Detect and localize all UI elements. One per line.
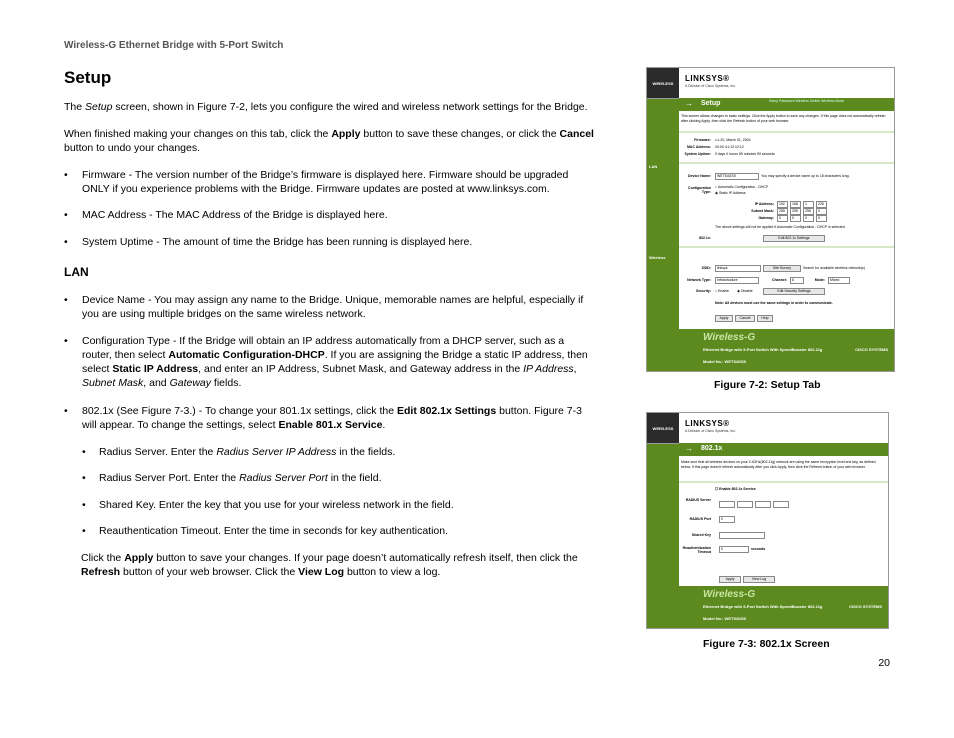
bullet-mac-address: • MAC Address - The MAC Address of the Bridge is displayed here. [64,209,388,221]
cisco-logo: CISCO SYSTEMS [855,347,888,352]
view-log-button[interactable]: View Log [743,576,775,583]
sub-bullet-radius-server: • Radius Server. Enter the Radius Server IP Address in the fields. [82,446,396,458]
bullet-firmware: • Firmware - The version number of the Bridge’s firmware is displayed here. Firmware should be upgraded ONLY if you experience problems with the Bridge. Firmware updates are posted at www.linksys.com. [64,169,569,195]
radius-ip-octet-2[interactable] [737,501,753,508]
figure-7-3-caption: Figure 7-3: 802.1x Screen [703,638,830,650]
apply-button[interactable]: Apply [715,315,733,322]
cisco-logo: CISCO SYSTEMS [849,604,882,609]
sub-bullet-reauth-timeout: • Reauthentication Timeout. Enter the time in seconds for key authentication. [82,525,449,537]
section-band: → Setup Setup Password Wireless Switch Wireless Mode [679,98,894,111]
wireless-brand: WIRELESS [647,68,679,98]
bullet-configuration-type: • Configuration Type - If the Bridge will obtain an IP address automatically from a DHCP server, such as a router, then select Automatic Configuration-DHCP. If you are assigning the Bridge a static IP address, then select Static IP Address, and enter an IP Address, Subnet Mask, and Gateway address in the IP Address, Subnet Mask, and Gateway fields. [64,335,588,389]
help-button[interactable]: Help [757,315,773,322]
8021x-form: Make sure that all wireless devices on your 2.4GHz(802.11g) network are using the same encryption level and key, as defined below. If this page doesn't refresh automatically after you click Apply, then click the Refresh button of your web browser. ☐ Enable 802.1x Service RADIUS Server RADIUS Port 0 Shared Key Reauthentication Timeout 0 seconds Apply View Log [679,457,888,586]
ip-octet-2[interactable]: 168 [790,201,801,208]
site-survey-button[interactable]: Site Survey [763,265,801,272]
gw-octet-3[interactable]: 0 [803,215,814,222]
sub-bullet-radius-port: • Radius Server Port. Enter the Radius Server Port in the field. [82,472,382,484]
product-footer: Wireless-G Ethernet Bridge with 5-Port Switch With SpeedBooster 802.11g Model No.: WET54GS5 CISCO SYSTEMS [679,586,888,628]
figure-8021x-screenshot: WIRELESS LINKSYS® A Division of Cisco Systems, Inc. → 802.1x Make sure that all wireless devices on your 2.4GHz(802.11g) network are using the same encryption level and key, as defined below. If this page doesn't refresh automatically after you click Apply, then click the Refresh button of your web browser. ☐ Enable 802.1x Service RADIUS Server RADIUS Port 0 Shared Key Reauthentication Timeout 0 seconds Apply View Log Wireless-G Ethernet Bridge with 5-Port Switch With SpeedBooster 802.11g Model No.: WET54GS5 CISCO SYSTEMS [646,412,889,629]
radius-ip-octet-4[interactable] [773,501,789,508]
mask-octet-1[interactable]: 255 [777,208,788,215]
wireless-brand: WIRELESS [647,413,679,443]
apply-button[interactable]: Apply [719,576,741,583]
edit-security-button[interactable]: Edit Security Settings [763,288,825,295]
running-header: Wireless-G Ethernet Bridge with 5-Port Switch [64,40,284,51]
gw-octet-1[interactable]: 0 [777,215,788,222]
figure-7-2-caption: Figure 7-2: Setup Tab [714,379,821,391]
mask-octet-3[interactable]: 255 [803,208,814,215]
setup-form: This screen allows changes to basic settings. Click the Apply button to save any changes. If this page does not automatically refresh after clicking Apply, then click the Refresh button of your web browser. Firmware: v.1.20, March 01, 2004 MAC Address: 00:0C:41:12:12:12 System Uptime: 0 days 0 hours 55 minutes 59 seconds Device Name: WET54GS5 You may specify a device name up to 18 characters long. Configuration Type: ○ Automatic Configuration - DHCP ◉ Static IP Address IP Address: 192 168 1 226 Subnet Mask: 255 255 255 0 Gateway: 0 0 0 0 The above settings will not be applied if Automatic Configuration - DHCP is selected. 802.1x: Edit 802.1x Settings SSID: linksys Site Survey Search for available wireless network(s) Network Type: Infrastructure Channel: 6 Mode: Mixed Security: ○ Enable ◉ Disable Edit Security Settings Note: All devices must use the same settings in order to communicate. Apply Cancel Help [679,112,894,329]
product-footer: Wireless-G Ethernet Bridge with 5-Port Switch With SpeedBooster 802.11g Model No.: WET54GS5 CISCO SYSTEMS [679,329,894,371]
figure-setup-screenshot: WIRELESS LINKSYS® A Division of Cisco Systems, Inc. → Setup Setup Password Wireless Switch Wireless Mode LAN Wireless This screen allows changes to basic settings. Click the Apply button to save any changes. If this page does not automatically refresh after clicking Apply, then click the Refresh button of your web browser. Firmware: v.1.20, March 01, 2004 MAC Address: 00:0C:41:12:12:12 System Uptime: 0 days 0 hours 55 minutes 59 seconds Device Name: WET54GS5 You may specify a device name up to 18 characters long. Configuration Type: ○ Automatic Configuration - DHCP ◉ Static IP Address IP Address: 192 168 1 226 Subnet Mask: 255 255 255 0 Gateway: 0 0 0 0 The above settings will not be applied if Automatic Configuration - DHCP is selected. 802.1x: Edit 802.1x Settings SSID: linksys Site Survey Search for available wireless network(s) Network Type: Infrastructure Channel: 6 Mode: Mixed Security: ○ Enable ◉ Disable Edit Security Settings Note: All devices must use the same settings in order to communicate. Apply Cancel Help Wireless-G Ethernet Bridge with 5-Port Switch With SpeedBooster 802.11g Model No.: WET54GS5 CISCO SYSTEMS [646,67,895,372]
channel-select[interactable]: 6 [790,277,804,284]
bullet-system-uptime: • System Uptime - The amount of time the Bridge has been running is displayed here. [64,236,473,248]
mode-select[interactable]: Mixed [828,277,850,284]
cancel-button[interactable]: Cancel [735,315,755,322]
ip-octet-1[interactable]: 192 [777,201,788,208]
arrow-icon: → [685,444,693,453]
intro-paragraph-2: When finished making your changes on this tab, click the Apply button to save these changes, or click the Cancel button to undo your changes. [64,128,594,154]
security-enable-radio[interactable]: ○ Enable [715,289,729,293]
config-static-radio[interactable]: ◉ Static IP Address [715,191,746,195]
linksys-logo: LINKSYS® [685,419,730,428]
lan-heading: LAN [64,265,89,279]
tab-bar[interactable]: Setup Password Wireless Switch Wireless Mode [769,99,845,103]
page-number: 20 [878,657,890,669]
sub-bullet-shared-key: • Shared Key. Enter the key that you use for your wireless network in the field. [82,499,454,511]
ip-octet-3[interactable]: 1 [803,201,814,208]
closing-paragraph: Click the Apply button to save your changes. If your page doesn’t automatically refresh itself, then click the Refresh button of your web browser. Click the View Log button to view a log. [81,552,578,578]
section-title: Setup [64,68,112,87]
arrow-icon: → [685,99,693,108]
config-dhcp-radio[interactable]: ○ Automatic Configuration - DHCP [715,185,769,189]
shared-key-input[interactable] [719,532,765,539]
intro-paragraph-1: The Setup screen, shown in Figure 7-2, lets you configure the wired and wireless network settings for the Bridge. [64,101,588,113]
mask-octet-2[interactable]: 255 [790,208,801,215]
gw-octet-4[interactable]: 0 [816,215,827,222]
edit-8021x-button[interactable]: Edit 802.1x Settings [763,235,825,242]
radius-ip-octet-3[interactable] [755,501,771,508]
section-band: → 802.1x [679,443,888,456]
enable-8021x-checkbox[interactable]: ☐ Enable 802.1x Service [715,487,756,491]
ip-octet-4[interactable]: 226 [816,201,827,208]
ssid-input[interactable]: linksys [715,265,761,272]
network-type-select[interactable]: Infrastructure [715,277,759,284]
linksys-logo: LINKSYS® [685,74,730,83]
device-name-input[interactable]: WET54GS5 [715,173,759,180]
radius-ip-octet-1[interactable] [719,501,735,508]
reauth-timeout-input[interactable]: 0 [719,546,749,553]
radius-port-input[interactable]: 0 [719,516,735,523]
bullet-8021x: • 802.1x (See Figure 7-3.) - To change your 801.1x settings, click the Edit 802.1x Settings button. Figure 7-3 will appear. To change the settings, select Enable 801.x Service. [64,405,582,431]
bullet-device-name: • Device Name - You may assign any name to the Bridge. Unique, memorable names are helpful, especially if you are using multiple bridges on the same wireless network. [64,294,584,320]
security-disable-radio[interactable]: ◉ Disable [737,289,753,293]
mask-octet-4[interactable]: 0 [816,208,827,215]
gw-octet-2[interactable]: 0 [790,215,801,222]
